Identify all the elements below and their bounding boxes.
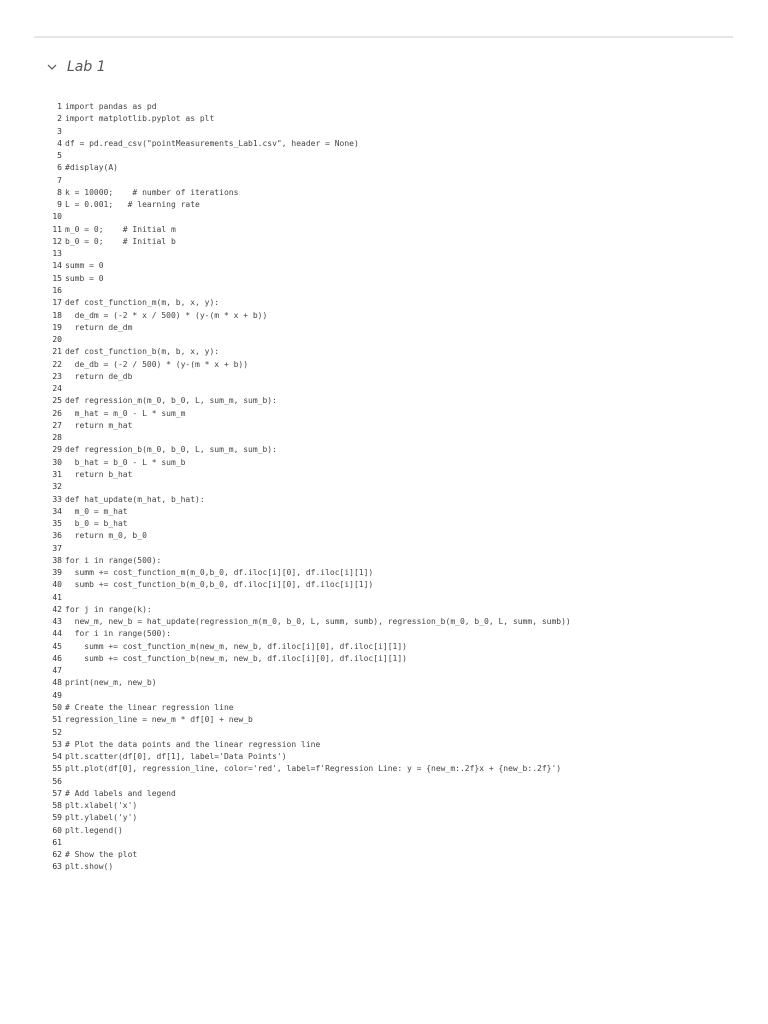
line-code[interactable]: print(new_m, new_b) bbox=[65, 678, 157, 688]
code-line[interactable] bbox=[48, 592, 728, 604]
line-number: 16 bbox=[52, 285, 62, 295]
code-line[interactable] bbox=[48, 199, 728, 211]
line-code[interactable]: # Show the plot bbox=[65, 850, 138, 860]
line-number: 34 bbox=[52, 506, 62, 516]
code-line[interactable] bbox=[48, 162, 728, 174]
code-line[interactable] bbox=[48, 702, 728, 714]
code-line[interactable] bbox=[48, 690, 728, 702]
line-code[interactable]: return m_0, b_0 bbox=[65, 531, 147, 541]
line-number: 49 bbox=[52, 690, 62, 700]
line-number: 50 bbox=[52, 703, 62, 713]
line-code[interactable]: de_db = (-2 / 500) * (y-(m * x + b)) bbox=[65, 359, 249, 369]
line-number: 14 bbox=[52, 261, 62, 271]
line-number: 13 bbox=[52, 249, 62, 259]
line-code[interactable]: new_m, new_b = hat_update(regression_m(m_0, b_0, L, summ, sumb), regression_b(m_0, b_0, L, summ, sumb)) bbox=[65, 617, 571, 627]
code-line[interactable] bbox=[48, 395, 728, 407]
line-code[interactable]: m_0 = m_hat bbox=[65, 506, 128, 516]
line-code[interactable]: def regression_b(m_0, b_0, L, sum_m, sum_b): bbox=[65, 445, 277, 455]
code-line[interactable] bbox=[48, 604, 728, 616]
line-number: 29 bbox=[52, 445, 62, 455]
line-code[interactable]: for j in range(k): bbox=[65, 604, 152, 614]
line-code[interactable]: return m_hat bbox=[65, 420, 133, 430]
line-number: 61 bbox=[52, 837, 62, 847]
code-line[interactable] bbox=[48, 825, 728, 837]
line-number: 46 bbox=[52, 653, 62, 663]
code-line[interactable] bbox=[48, 469, 728, 481]
line-code[interactable]: de_dm = (-2 * x / 500) * (y-(m * x + b)) bbox=[65, 310, 268, 320]
line-code[interactable]: df = pd.read_csv("pointMeasurements_Lab1.csv", header = None) bbox=[65, 138, 359, 148]
line-number: 54 bbox=[52, 752, 62, 762]
code-line[interactable] bbox=[48, 628, 728, 640]
line-number: 4 bbox=[57, 138, 62, 148]
line-number: 44 bbox=[52, 629, 62, 639]
code-line[interactable] bbox=[48, 322, 728, 334]
line-number: 41 bbox=[52, 592, 62, 602]
code-line[interactable] bbox=[48, 653, 728, 665]
code-line[interactable] bbox=[48, 739, 728, 751]
line-number: 37 bbox=[52, 543, 62, 553]
line-number: 43 bbox=[52, 617, 62, 627]
code-line[interactable] bbox=[48, 285, 728, 297]
line-code[interactable]: k = 10000; # number of iterations bbox=[65, 187, 239, 197]
line-code[interactable]: import matplotlib.pyplot as plt bbox=[65, 114, 215, 124]
code-line[interactable] bbox=[48, 616, 728, 628]
line-number: 22 bbox=[52, 359, 62, 369]
line-number: 52 bbox=[52, 727, 62, 737]
cell-header[interactable] bbox=[45, 56, 106, 78]
line-number: 48 bbox=[52, 678, 62, 688]
line-number: 8 bbox=[57, 187, 62, 197]
line-number: 40 bbox=[52, 580, 62, 590]
line-code[interactable]: # Create the linear regression line bbox=[65, 703, 234, 713]
line-number: 45 bbox=[52, 641, 62, 651]
line-code[interactable]: # Add labels and legend bbox=[65, 788, 176, 798]
line-number: 12 bbox=[52, 236, 62, 246]
code-line[interactable] bbox=[48, 555, 728, 567]
line-number: 7 bbox=[57, 175, 62, 185]
code-line[interactable] bbox=[48, 187, 728, 199]
cell-title: Lab 1 bbox=[67, 59, 106, 75]
line-code[interactable]: m_hat = m_0 - L * sum_m bbox=[65, 408, 186, 418]
line-number: 18 bbox=[52, 310, 62, 320]
line-number: 27 bbox=[52, 420, 62, 430]
line-code[interactable]: sumb += cost_function_b(new_m, new_b, df.iloc[i][0], df.iloc[i][1]) bbox=[65, 653, 407, 663]
line-code[interactable]: plt.scatter(df[0], df[1], label='Data Points') bbox=[65, 752, 287, 762]
line-code[interactable]: import pandas as pd bbox=[65, 102, 157, 111]
line-number: 20 bbox=[52, 335, 62, 345]
code-line[interactable] bbox=[48, 101, 728, 113]
line-number: 57 bbox=[52, 788, 62, 798]
line-code[interactable]: plt.legend() bbox=[65, 825, 123, 835]
line-code[interactable]: b_hat = b_0 - L * sum_b bbox=[65, 457, 186, 467]
code-line[interactable] bbox=[48, 138, 728, 150]
line-number: 26 bbox=[52, 408, 62, 418]
line-code[interactable]: return de_dm bbox=[65, 322, 133, 332]
code-line[interactable] bbox=[48, 543, 728, 555]
code-line[interactable] bbox=[48, 714, 728, 726]
code-line[interactable] bbox=[48, 812, 728, 824]
line-number: 19 bbox=[52, 322, 62, 332]
code-line[interactable] bbox=[48, 751, 728, 763]
code-line[interactable] bbox=[48, 346, 728, 358]
line-number: 21 bbox=[52, 347, 62, 357]
line-code[interactable]: plt.plot(df[0], regression_line, color='red', label=f'Regression Line: y = {new_m:.2f}x + {new_b:.2f}') bbox=[65, 764, 562, 774]
line-number: 15 bbox=[52, 273, 62, 283]
code-line[interactable] bbox=[48, 273, 728, 285]
code-line[interactable] bbox=[48, 408, 728, 420]
code-line[interactable] bbox=[48, 530, 728, 542]
line-code[interactable]: sumb = 0 bbox=[65, 273, 104, 283]
line-number: 35 bbox=[52, 519, 62, 529]
code-line[interactable] bbox=[48, 432, 728, 444]
line-code[interactable]: for i in range(500): bbox=[65, 555, 162, 565]
code-line[interactable] bbox=[48, 420, 728, 432]
line-number: 56 bbox=[52, 776, 62, 786]
code-line[interactable] bbox=[48, 150, 728, 162]
line-code[interactable]: return de_db bbox=[65, 371, 133, 381]
code-line[interactable] bbox=[48, 236, 728, 248]
code-line[interactable] bbox=[48, 457, 728, 469]
code-line[interactable] bbox=[48, 677, 728, 689]
code-line[interactable] bbox=[48, 359, 728, 371]
code-line[interactable] bbox=[48, 727, 728, 739]
line-number: 5 bbox=[57, 151, 62, 161]
line-code[interactable]: def regression_m(m_0, b_0, L, sum_m, sum_b): bbox=[65, 396, 277, 406]
code-line[interactable] bbox=[48, 518, 728, 530]
line-code[interactable]: sumb += cost_function_b(m_0,b_0, df.iloc[i][0], df.iloc[i][1]) bbox=[65, 580, 374, 590]
line-number: 33 bbox=[52, 494, 62, 504]
line-code[interactable]: # Plot the data points and the linear regression line bbox=[65, 739, 321, 749]
code-line[interactable] bbox=[48, 776, 728, 788]
line-code[interactable]: b_0 = 0; # Initial b bbox=[65, 236, 176, 246]
line-number: 55 bbox=[52, 764, 62, 774]
code-line[interactable] bbox=[48, 665, 728, 677]
line-number: 30 bbox=[52, 457, 62, 467]
line-number: 23 bbox=[52, 371, 62, 381]
line-number: 31 bbox=[52, 469, 62, 479]
line-code[interactable]: b_0 = b_hat bbox=[65, 519, 128, 529]
code-line[interactable] bbox=[48, 383, 728, 395]
line-code[interactable]: def cost_function_m(m, b, x, y): bbox=[65, 298, 220, 308]
line-code[interactable]: for i in range(500): bbox=[65, 629, 171, 639]
line-number: 59 bbox=[52, 813, 62, 823]
line-number: 24 bbox=[52, 384, 62, 394]
chevron-down-icon[interactable] bbox=[45, 60, 59, 74]
line-code[interactable]: def hat_update(m_hat, b_hat): bbox=[65, 494, 205, 504]
code-line[interactable] bbox=[48, 481, 728, 493]
top-divider bbox=[34, 36, 733, 38]
code-line[interactable] bbox=[48, 788, 728, 800]
code-line[interactable] bbox=[48, 113, 728, 125]
line-number: 60 bbox=[52, 825, 62, 835]
line-number: 36 bbox=[52, 531, 62, 541]
code-line[interactable] bbox=[48, 800, 728, 812]
code-line[interactable] bbox=[48, 310, 728, 322]
line-number: 39 bbox=[52, 568, 62, 578]
line-number: 25 bbox=[52, 396, 62, 406]
line-number: 32 bbox=[52, 482, 62, 492]
line-number: 2 bbox=[57, 114, 62, 124]
code-line[interactable] bbox=[48, 371, 728, 383]
code-line[interactable] bbox=[48, 297, 728, 309]
line-number: 3 bbox=[57, 126, 62, 136]
line-number: 58 bbox=[52, 801, 62, 811]
code-line[interactable] bbox=[48, 567, 728, 579]
line-number: 11 bbox=[52, 224, 62, 234]
line-code[interactable]: plt.ylabel('y') bbox=[65, 813, 138, 823]
line-code[interactable]: return b_hat bbox=[65, 469, 133, 479]
line-code[interactable]: #display(A) bbox=[65, 163, 118, 173]
code-line[interactable] bbox=[48, 260, 728, 272]
code-line[interactable] bbox=[48, 224, 728, 236]
line-code[interactable]: plt.xlabel('x') bbox=[65, 801, 138, 811]
line-number: 42 bbox=[52, 604, 62, 614]
line-code[interactable]: m_0 = 0; # Initial m bbox=[65, 224, 176, 234]
line-code[interactable]: def cost_function_b(m, b, x, y): bbox=[65, 347, 220, 357]
code-line[interactable] bbox=[48, 641, 728, 653]
line-number: 53 bbox=[52, 739, 62, 749]
line-code[interactable]: summ += cost_function_m(m_0,b_0, df.iloc[i][0], df.iloc[i][1]) bbox=[65, 568, 374, 578]
line-number: 9 bbox=[57, 200, 62, 210]
line-number: 1 bbox=[57, 102, 62, 111]
code-editor[interactable] bbox=[48, 101, 728, 874]
line-code[interactable]: summ += cost_function_m(new_m, new_b, df.iloc[i][0], df.iloc[i][1]) bbox=[65, 641, 407, 651]
line-code[interactable]: regression_line = new_m * df[0] + new_b bbox=[65, 715, 253, 725]
code-line[interactable] bbox=[48, 175, 728, 187]
line-number: 10 bbox=[52, 212, 62, 222]
code-line[interactable] bbox=[48, 334, 728, 346]
code-line[interactable] bbox=[48, 506, 728, 518]
code-line[interactable] bbox=[48, 211, 728, 223]
line-number: 38 bbox=[52, 555, 62, 565]
line-number: 51 bbox=[52, 715, 62, 725]
code-line[interactable] bbox=[48, 763, 728, 775]
line-code[interactable]: plt.show() bbox=[65, 862, 114, 872]
line-code[interactable]: summ = 0 bbox=[65, 261, 104, 271]
code-line[interactable] bbox=[48, 837, 728, 849]
line-number: 28 bbox=[52, 433, 62, 443]
line-number: 17 bbox=[52, 298, 62, 308]
code-line[interactable] bbox=[48, 579, 728, 591]
code-line[interactable] bbox=[48, 494, 728, 506]
code-line[interactable] bbox=[48, 849, 728, 861]
line-number: 63 bbox=[52, 862, 62, 872]
line-number: 62 bbox=[52, 850, 62, 860]
code-line[interactable] bbox=[48, 248, 728, 260]
code-line[interactable] bbox=[48, 861, 728, 873]
line-code[interactable]: L = 0.001; # learning rate bbox=[65, 200, 200, 210]
line-number: 6 bbox=[57, 163, 62, 173]
line-number: 47 bbox=[52, 666, 62, 676]
code-line[interactable] bbox=[48, 444, 728, 456]
code-line[interactable] bbox=[48, 126, 728, 138]
